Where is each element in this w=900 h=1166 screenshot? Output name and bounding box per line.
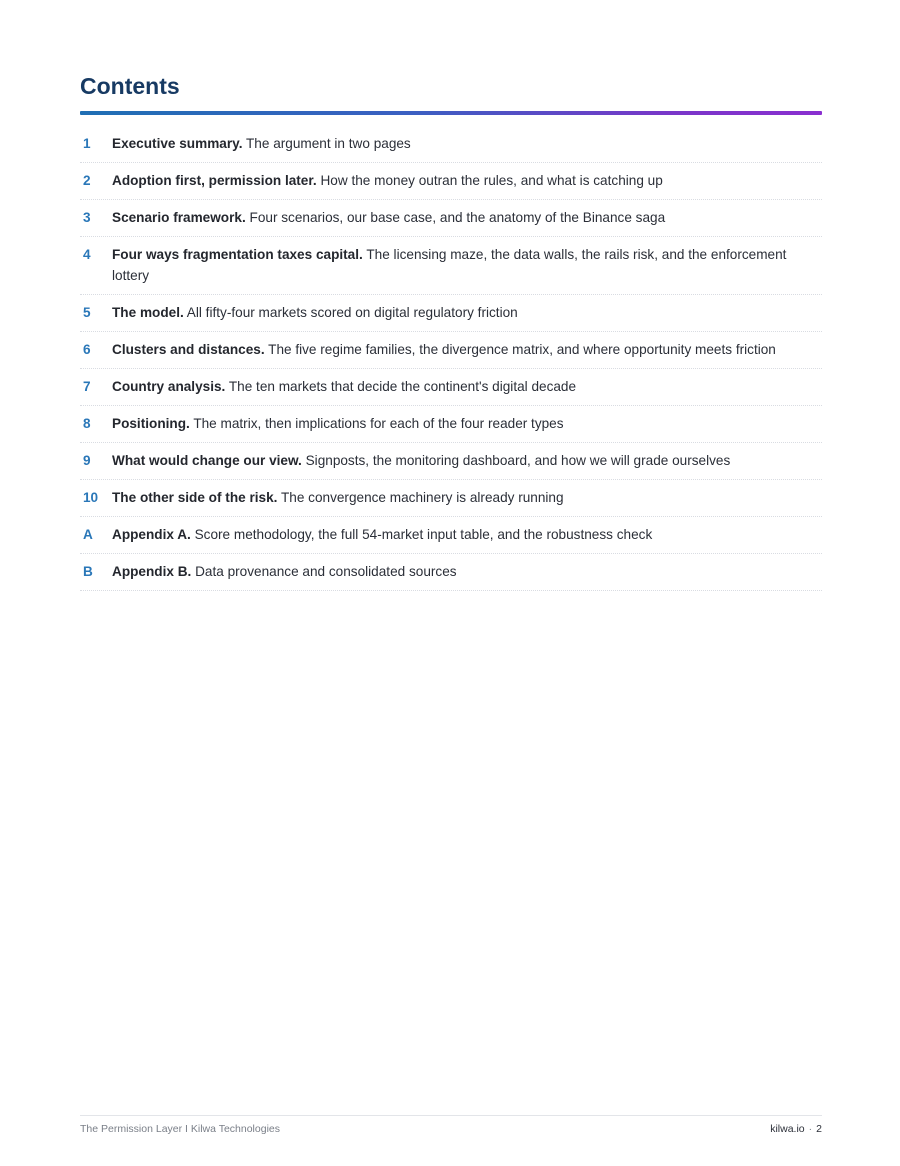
toc-number: 6 [83, 342, 91, 357]
toc-text [112, 376, 822, 397]
toc-entry-4[interactable] [80, 237, 822, 295]
toc-number: A [83, 527, 93, 542]
toc-description: The ten markets that decide the continent's digital decade [228, 379, 577, 394]
toc-number: 8 [83, 416, 91, 431]
toc-heading: Clusters and distances. [112, 342, 265, 357]
toc-number: B [83, 564, 93, 579]
toc-text [112, 524, 822, 545]
toc-description: All fifty-four markets scored on digital regulatory friction [186, 305, 518, 320]
toc-text [112, 450, 822, 471]
toc-heading: What would change our view. [112, 453, 302, 468]
toc-entry-appendix-b[interactable] [80, 554, 822, 591]
toc-description: Signposts, the monitoring dashboard, and how we will grade ourselves [305, 453, 731, 468]
toc-description: The matrix, then implications for each of the four reader types [193, 416, 564, 431]
toc-entry-7[interactable] [80, 369, 822, 406]
toc-heading: Positioning. [112, 416, 190, 431]
toc-text [112, 133, 822, 154]
toc-heading: Country analysis. [112, 379, 226, 394]
toc-description: Score methodology, the full 54-market input table, and the robustness check [194, 527, 653, 542]
toc-entry-appendix-a[interactable] [80, 517, 822, 554]
toc-entry-6[interactable] [80, 332, 822, 369]
toc-description: Data provenance and consolidated sources [195, 564, 457, 579]
toc-heading: The model. [112, 305, 184, 320]
page-title: Contents [80, 73, 180, 99]
table-of-contents [80, 126, 822, 591]
toc-entry-5[interactable] [80, 295, 822, 332]
toc-heading: Appendix A. [112, 527, 191, 542]
toc-text [112, 561, 822, 582]
toc-number: 5 [83, 305, 91, 320]
toc-heading: Scenario framework. [112, 210, 246, 225]
toc-heading: Four ways fragmentation taxes capital. [112, 247, 363, 262]
page-number: 2 [816, 1123, 822, 1135]
toc-text [112, 302, 822, 323]
toc-description: Four scenarios, our base case, and the anatomy of the Binance saga [249, 210, 666, 225]
toc-entry-3[interactable] [80, 200, 822, 237]
footer-separator: · [808, 1123, 813, 1135]
toc-text [112, 413, 822, 434]
toc-heading: Appendix B. [112, 564, 192, 579]
toc-entry-10[interactable] [80, 480, 822, 517]
footer-divider [80, 1115, 822, 1116]
toc-text [112, 207, 822, 228]
toc-number: 3 [83, 210, 91, 225]
title-gradient-rule [80, 111, 822, 115]
footer-publication: The Permission Layer I Kilwa Technologies [80, 1123, 280, 1135]
toc-number: 4 [83, 247, 91, 262]
toc-entry-8[interactable] [80, 406, 822, 443]
toc-description: The argument in two pages [246, 136, 411, 151]
footer-site-link[interactable]: kilwa.io [770, 1123, 805, 1135]
toc-heading: Adoption first, permission later. [112, 173, 317, 188]
toc-number: 9 [83, 453, 91, 468]
footer-page-info [770, 1123, 822, 1135]
toc-text [112, 244, 822, 286]
toc-description: The licensing maze, the data walls, the rails risk, and the enforcement lottery [112, 247, 787, 283]
toc-heading: The other side of the risk. [112, 490, 278, 505]
toc-number: 7 [83, 379, 91, 394]
toc-number: 2 [83, 173, 91, 188]
toc-text [112, 170, 822, 191]
toc-text [112, 487, 822, 508]
toc-description: The five regime families, the divergence matrix, and where opportunity meets friction [268, 342, 776, 357]
toc-entry-2[interactable] [80, 163, 822, 200]
toc-heading: Executive summary. [112, 136, 243, 151]
toc-number: 1 [83, 136, 91, 151]
toc-entry-9[interactable] [80, 443, 822, 480]
toc-description: The convergence machinery is already running [280, 490, 564, 505]
toc-description: How the money outran the rules, and what is catching up [320, 173, 663, 188]
toc-number: 10 [83, 490, 99, 505]
toc-entry-1[interactable] [80, 126, 822, 163]
toc-text [112, 339, 822, 360]
